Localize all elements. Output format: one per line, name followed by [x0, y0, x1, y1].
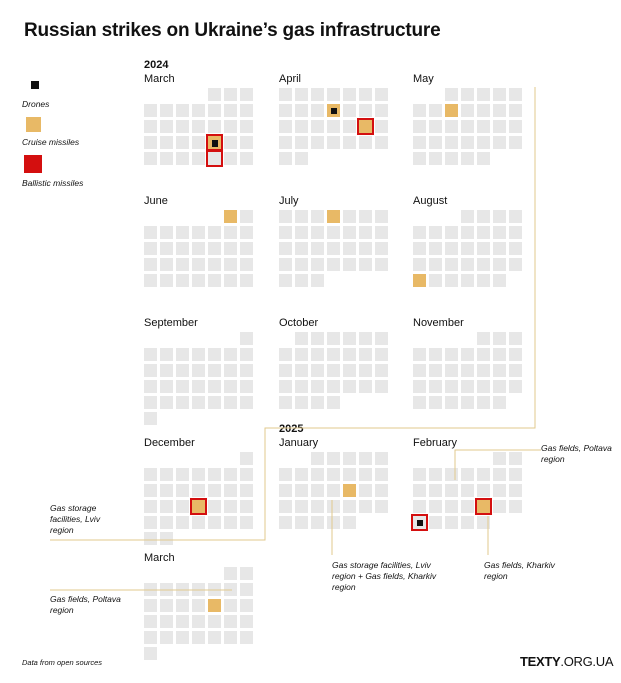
month-label: February — [413, 437, 458, 449]
month-label: June — [144, 195, 168, 207]
chart-title: Russian strikes on Ukraine’s gas infrastructure — [24, 20, 441, 41]
month-label: May — [413, 73, 434, 85]
source-note: Data from open sources — [22, 658, 103, 667]
leader-line-feb-poltava — [455, 450, 541, 480]
brand-name: TEXTY — [520, 654, 561, 669]
year-label-2024: 2024 — [144, 59, 169, 71]
leader-line-may — [50, 87, 535, 540]
month-label: October — [279, 317, 319, 329]
annotation-jan-lviv-kharkiv: Gas storage facilities, Lviv region + Gas fields, Kharkiv region — [332, 560, 437, 592]
year-label-2025: 2025 — [279, 423, 304, 435]
month-label: March — [144, 552, 175, 564]
legend-drone-label: Drones — [22, 99, 50, 109]
legend-cruise-label: Cruise missiles — [22, 137, 80, 147]
annotation-mar-poltava: Gas fields, Poltava region — [50, 594, 121, 615]
annotation-feb-poltava: Gas fields, Poltava region — [541, 443, 612, 464]
month-label: January — [279, 437, 319, 449]
month-label: September — [144, 317, 198, 329]
annotation-feb-kharkiv: Gas fields, Kharkiv region — [484, 560, 555, 581]
month-label: March — [144, 73, 175, 85]
brand-logo — [520, 654, 613, 669]
annotation-dec-lviv: Gas storage facilities, Lviv region — [50, 503, 101, 535]
month-label: November — [413, 317, 464, 329]
month-label: April — [279, 73, 302, 85]
month-label: August — [413, 195, 448, 207]
month-label: December — [144, 437, 195, 449]
legend-ballistic-label: Ballistic missiles — [22, 178, 84, 188]
brand-domain: .ORG.UA — [560, 654, 614, 669]
month-label: July — [279, 195, 299, 207]
